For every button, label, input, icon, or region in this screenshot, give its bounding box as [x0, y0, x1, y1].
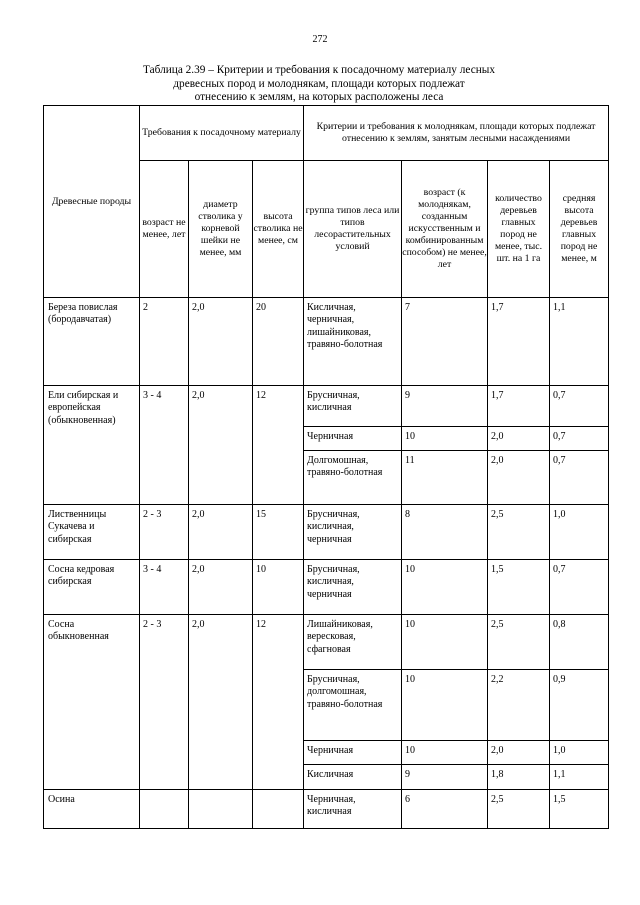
table-row [44, 505, 609, 560]
cell-height: 12 [253, 615, 304, 790]
cell-height: 20 [253, 298, 304, 386]
cell-species: Осина [44, 790, 140, 829]
cell-forest-type: Брусничная, кисличная, черничная [304, 560, 402, 615]
header-height: высота стволика не менее, см [253, 161, 304, 298]
cell-tree-count: 2,0 [488, 741, 550, 765]
cell-age: 2 [140, 298, 189, 386]
cell-tree-count: 2,5 [488, 790, 550, 829]
cell-young-age: 7 [402, 298, 488, 386]
cell-average-height: 1,1 [550, 298, 609, 386]
cell-tree-count: 2,5 [488, 505, 550, 560]
cell-tree-count: 1,7 [488, 386, 550, 427]
cell-average-height: 0,7 [550, 451, 609, 505]
cell-height [253, 790, 304, 829]
caption-line-2: древесных пород и молоднякам, площади которых подлежат [173, 77, 465, 90]
cell-tree-count: 1,5 [488, 560, 550, 615]
cell-forest-type: Кисличная, черничная, лишайниковая, травяно-болотная [304, 298, 402, 386]
cell-young-age: 10 [402, 615, 488, 670]
cell-diameter [189, 790, 253, 829]
header-species: Древесные породы [44, 106, 140, 298]
table-row [44, 790, 609, 829]
cell-average-height: 0,7 [550, 427, 609, 451]
header-diameter: диаметр стволика у корневой шейки не менее, мм [189, 161, 253, 298]
cell-tree-count: 1,8 [488, 765, 550, 790]
cell-forest-type: Брусничная, долгомошная, травяно-болотная [304, 670, 402, 741]
header-age: возраст не менее, лет [140, 161, 189, 298]
cell-forest-type: Черничная [304, 427, 402, 451]
cell-tree-count: 2,2 [488, 670, 550, 741]
cell-age: 2 - 3 [140, 615, 189, 790]
cell-age: 2 - 3 [140, 505, 189, 560]
cell-average-height: 0,7 [550, 560, 609, 615]
table-caption [94, 64, 544, 105]
cell-young-age: 10 [402, 427, 488, 451]
cell-forest-type: Брусничная, кисличная, черничная [304, 505, 402, 560]
cell-average-height: 1,5 [550, 790, 609, 829]
table-row [44, 560, 609, 615]
cell-forest-type: Брусничная, кисличная [304, 386, 402, 427]
cell-young-age: 6 [402, 790, 488, 829]
cell-species: Лиственницы Сукачева и сибирская [44, 505, 140, 560]
cell-young-age: 11 [402, 451, 488, 505]
header-planting-material: Требования к посадочному материалу [140, 106, 304, 161]
criteria-table [43, 105, 609, 829]
cell-tree-count: 2,0 [488, 451, 550, 505]
cell-diameter: 2,0 [189, 505, 253, 560]
cell-diameter: 2,0 [189, 560, 253, 615]
cell-height: 15 [253, 505, 304, 560]
cell-young-age: 10 [402, 560, 488, 615]
header-young-stands: Критерии и требования к молоднякам, площади которых подлежат отнесению к землям, занятым лесными насаждениями [304, 106, 609, 161]
cell-species: Береза повислая (бородавчатая) [44, 298, 140, 386]
cell-young-age: 10 [402, 741, 488, 765]
cell-average-height: 0,7 [550, 386, 609, 427]
cell-average-height: 0,9 [550, 670, 609, 741]
caption-line-1: Таблица 2.39 – Критерии и требования к посадочному материалу лесных [142, 64, 496, 76]
cell-average-height: 0,8 [550, 615, 609, 670]
cell-forest-type: Черничная [304, 741, 402, 765]
table-row [44, 615, 609, 670]
cell-tree-count: 2,5 [488, 615, 550, 670]
cell-species: Ели сибирская и европейская (обыкновенная) [44, 386, 140, 505]
cell-young-age: 8 [402, 505, 488, 560]
cell-age: 3 - 4 [140, 560, 189, 615]
cell-diameter: 2,0 [189, 386, 253, 505]
cell-tree-count: 1,7 [488, 298, 550, 386]
cell-tree-count: 2,0 [488, 427, 550, 451]
cell-forest-type: Лишайниковая, вересковая, сфагновая [304, 615, 402, 670]
header-forest-type: группа типов леса или типов лесорастительных условий [304, 161, 402, 298]
header-tree-count: количество деревьев главных пород не менее, тыс. шт. на 1 га [488, 161, 550, 298]
cell-average-height: 1,1 [550, 765, 609, 790]
page-number: 272 [312, 34, 328, 45]
cell-height: 12 [253, 386, 304, 505]
header-average-height: средняя высота деревьев главных пород не менее, м [550, 161, 609, 298]
cell-young-age: 9 [402, 386, 488, 427]
cell-forest-type: Кисличная [304, 765, 402, 790]
cell-species: Сосна обыкновенная [44, 615, 140, 790]
cell-diameter: 2,0 [189, 615, 253, 790]
cell-average-height: 1,0 [550, 505, 609, 560]
table-row [44, 298, 609, 386]
cell-average-height: 1,0 [550, 741, 609, 765]
table-row [44, 386, 609, 427]
cell-young-age: 10 [402, 670, 488, 741]
cell-forest-type: Черничная, кисличная [304, 790, 402, 829]
cell-age: 3 - 4 [140, 386, 189, 505]
cell-height: 10 [253, 560, 304, 615]
cell-age [140, 790, 189, 829]
caption-line-3: отнесению к землям, на которых расположены леса [194, 91, 444, 103]
header-young-age: возраст (к молоднякам, созданным искусственным и комбинированным способом) не менее, лет [402, 161, 488, 298]
cell-young-age: 9 [402, 765, 488, 790]
cell-species: Сосна кедровая сибирская [44, 560, 140, 615]
cell-diameter: 2,0 [189, 298, 253, 386]
cell-forest-type: Долгомошная, травяно-болотная [304, 451, 402, 505]
